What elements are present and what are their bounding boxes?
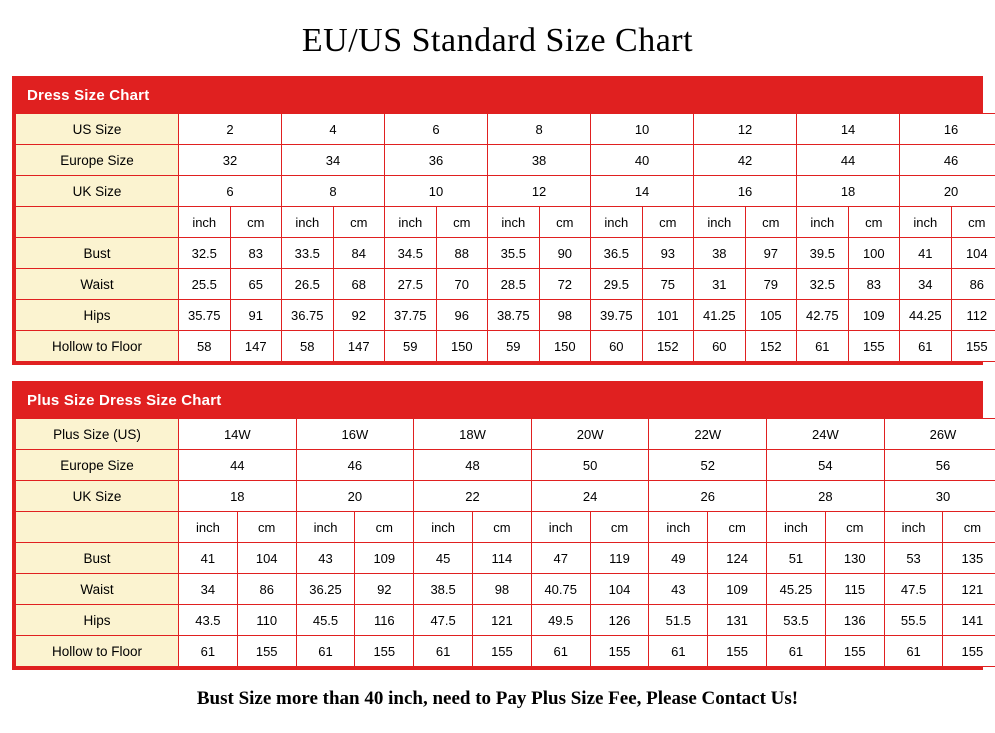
cell: 155 bbox=[951, 331, 995, 362]
cell: 18W bbox=[414, 419, 532, 450]
cell: 131 bbox=[708, 605, 767, 636]
cell: 105 bbox=[745, 300, 797, 331]
cell: 28.5 bbox=[488, 269, 540, 300]
cell: 152 bbox=[745, 331, 797, 362]
cell: cm bbox=[745, 207, 797, 238]
row-label-units bbox=[16, 207, 179, 238]
cell: 46 bbox=[296, 450, 414, 481]
cell: 40.75 bbox=[531, 574, 590, 605]
cell: 37.75 bbox=[385, 300, 437, 331]
table-row-bust bbox=[16, 238, 995, 269]
cell: 47.5 bbox=[884, 574, 943, 605]
cell: cm bbox=[230, 207, 282, 238]
cell: 60 bbox=[591, 331, 643, 362]
plus-size-dress-chart bbox=[12, 381, 983, 670]
row-label-waist: Waist bbox=[16, 574, 179, 605]
cell: 43.5 bbox=[179, 605, 238, 636]
cell: inch bbox=[900, 207, 952, 238]
cell: inch bbox=[649, 512, 708, 543]
cell: inch bbox=[179, 207, 231, 238]
cell: 121 bbox=[473, 605, 532, 636]
cell: 110 bbox=[237, 605, 296, 636]
cell: 141 bbox=[943, 605, 995, 636]
table-row-units bbox=[16, 512, 995, 543]
cell: 6 bbox=[385, 114, 488, 145]
cell: 58 bbox=[179, 331, 231, 362]
cell: 8 bbox=[282, 176, 385, 207]
cell: 25.5 bbox=[179, 269, 231, 300]
cell: inch bbox=[385, 207, 437, 238]
table-row-us-size bbox=[16, 114, 995, 145]
table-row-hollow-to-floor bbox=[16, 331, 995, 362]
cell: 56 bbox=[884, 450, 995, 481]
cell: 135 bbox=[943, 543, 995, 574]
row-label-waist: Waist bbox=[16, 269, 179, 300]
cell: 61 bbox=[296, 636, 355, 667]
cell: 104 bbox=[590, 574, 649, 605]
cell: cm bbox=[237, 512, 296, 543]
cell: 22W bbox=[649, 419, 767, 450]
cell: 14W bbox=[179, 419, 297, 450]
cell: 88 bbox=[436, 238, 488, 269]
cell: 61 bbox=[531, 636, 590, 667]
cell: 83 bbox=[848, 269, 900, 300]
cell: 52 bbox=[649, 450, 767, 481]
cell: 92 bbox=[355, 574, 414, 605]
cell: 83 bbox=[230, 238, 282, 269]
cell: inch bbox=[179, 512, 238, 543]
cell: 155 bbox=[825, 636, 884, 667]
cell: 26.5 bbox=[282, 269, 334, 300]
cell: 30 bbox=[884, 481, 995, 512]
row-label-bust: Bust bbox=[16, 543, 179, 574]
table-row-hollow-to-floor bbox=[16, 636, 995, 667]
table-row-europe-size bbox=[16, 145, 995, 176]
cell: 18 bbox=[797, 176, 900, 207]
cell: 38.5 bbox=[414, 574, 473, 605]
table-row-waist bbox=[16, 574, 995, 605]
cell: 47 bbox=[531, 543, 590, 574]
cell: inch bbox=[767, 512, 826, 543]
footer-note: Bust Size more than 40 inch, need to Pay Plus Size Fee, Please Contact Us! bbox=[196, 688, 799, 709]
cell: 104 bbox=[237, 543, 296, 574]
plus-size-table bbox=[15, 418, 995, 667]
cell: 92 bbox=[333, 300, 385, 331]
cell: 51.5 bbox=[649, 605, 708, 636]
cell: 109 bbox=[848, 300, 900, 331]
cell: 90 bbox=[539, 238, 591, 269]
cell: 20 bbox=[296, 481, 414, 512]
table-row-hips bbox=[16, 605, 995, 636]
row-label-uk-size: UK Size bbox=[16, 176, 179, 207]
cell: 119 bbox=[590, 543, 649, 574]
cell: inch bbox=[282, 207, 334, 238]
cell: 100 bbox=[848, 238, 900, 269]
cell: 60 bbox=[694, 331, 746, 362]
cell: 34.5 bbox=[385, 238, 437, 269]
row-label-europe-size: Europe Size bbox=[16, 450, 179, 481]
cell: 51 bbox=[767, 543, 826, 574]
row-label-hips: Hips bbox=[16, 300, 179, 331]
cell: 16 bbox=[694, 176, 797, 207]
cell: 34 bbox=[179, 574, 238, 605]
cell: 32.5 bbox=[179, 238, 231, 269]
cell: cm bbox=[642, 207, 694, 238]
cell: 86 bbox=[237, 574, 296, 605]
cell: 114 bbox=[473, 543, 532, 574]
cell: cm bbox=[848, 207, 900, 238]
cell: cm bbox=[333, 207, 385, 238]
cell: 147 bbox=[230, 331, 282, 362]
cell: 40 bbox=[591, 145, 694, 176]
cell: 86 bbox=[951, 269, 995, 300]
cell: 36.75 bbox=[282, 300, 334, 331]
cell: 150 bbox=[539, 331, 591, 362]
cell: 49.5 bbox=[531, 605, 590, 636]
cell: 155 bbox=[237, 636, 296, 667]
cell: 24 bbox=[531, 481, 649, 512]
cell: inch bbox=[591, 207, 643, 238]
cell: 24W bbox=[767, 419, 885, 450]
cell: 61 bbox=[884, 636, 943, 667]
cell: 84 bbox=[333, 238, 385, 269]
cell: 35.75 bbox=[179, 300, 231, 331]
cell: cm bbox=[943, 512, 995, 543]
page-title: EU/US Standard Size Chart bbox=[301, 22, 694, 59]
cell: cm bbox=[825, 512, 884, 543]
cell: 109 bbox=[708, 574, 767, 605]
cell: 42.75 bbox=[797, 300, 849, 331]
cell: 49 bbox=[649, 543, 708, 574]
row-label-europe-size: Europe Size bbox=[16, 145, 179, 176]
row-label-hips: Hips bbox=[16, 605, 179, 636]
cell: inch bbox=[694, 207, 746, 238]
cell: 29.5 bbox=[591, 269, 643, 300]
cell: 14 bbox=[591, 176, 694, 207]
cell: 26W bbox=[884, 419, 995, 450]
cell: 2 bbox=[179, 114, 282, 145]
cell: 46 bbox=[900, 145, 995, 176]
cell: 12 bbox=[694, 114, 797, 145]
cell: cm bbox=[473, 512, 532, 543]
cell: 155 bbox=[848, 331, 900, 362]
cell: 43 bbox=[649, 574, 708, 605]
cell: 124 bbox=[708, 543, 767, 574]
cell: 61 bbox=[649, 636, 708, 667]
table-row-bust bbox=[16, 543, 995, 574]
cell: 8 bbox=[488, 114, 591, 145]
cell: 61 bbox=[767, 636, 826, 667]
cell: 32 bbox=[179, 145, 282, 176]
cell: 16 bbox=[900, 114, 995, 145]
cell: 36.25 bbox=[296, 574, 355, 605]
cell: cm bbox=[590, 512, 649, 543]
cell: 10 bbox=[591, 114, 694, 145]
cell: 152 bbox=[642, 331, 694, 362]
cell: 39.75 bbox=[591, 300, 643, 331]
row-label-uk-size: UK Size bbox=[16, 481, 179, 512]
cell: 98 bbox=[539, 300, 591, 331]
cell: 109 bbox=[355, 543, 414, 574]
cell: 112 bbox=[951, 300, 995, 331]
cell: 47.5 bbox=[414, 605, 473, 636]
table-row-hips bbox=[16, 300, 995, 331]
cell: 22 bbox=[414, 481, 532, 512]
cell: 61 bbox=[797, 331, 849, 362]
table-row-units bbox=[16, 207, 995, 238]
cell: 45 bbox=[414, 543, 473, 574]
cell: inch bbox=[531, 512, 590, 543]
table-row-plus-size bbox=[16, 419, 995, 450]
cell: 14 bbox=[797, 114, 900, 145]
cell: 155 bbox=[355, 636, 414, 667]
cell: 45.25 bbox=[767, 574, 826, 605]
cell: 61 bbox=[179, 636, 238, 667]
cell: 115 bbox=[825, 574, 884, 605]
row-label-us-size: US Size bbox=[16, 114, 179, 145]
cell: 10 bbox=[385, 176, 488, 207]
dress-size-table bbox=[15, 113, 995, 362]
cell: 79 bbox=[745, 269, 797, 300]
cell: inch bbox=[884, 512, 943, 543]
cell: 75 bbox=[642, 269, 694, 300]
cell: 34 bbox=[900, 269, 952, 300]
cell: 42 bbox=[694, 145, 797, 176]
cell: 43 bbox=[296, 543, 355, 574]
cell: 32.5 bbox=[797, 269, 849, 300]
cell: 96 bbox=[436, 300, 488, 331]
row-label-hollow-to-floor: Hollow to Floor bbox=[16, 636, 179, 667]
cell: 155 bbox=[590, 636, 649, 667]
cell: 59 bbox=[385, 331, 437, 362]
cell: cm bbox=[436, 207, 488, 238]
cell: 41.25 bbox=[694, 300, 746, 331]
cell: 45.5 bbox=[296, 605, 355, 636]
cell: 54 bbox=[767, 450, 885, 481]
cell: 53.5 bbox=[767, 605, 826, 636]
row-label-hollow-to-floor: Hollow to Floor bbox=[16, 331, 179, 362]
cell: 33.5 bbox=[282, 238, 334, 269]
cell: 36.5 bbox=[591, 238, 643, 269]
row-label-bust: Bust bbox=[16, 238, 179, 269]
cell: 41 bbox=[900, 238, 952, 269]
cell: 58 bbox=[282, 331, 334, 362]
dress-size-chart bbox=[12, 76, 988, 365]
cell: 70 bbox=[436, 269, 488, 300]
cell: 68 bbox=[333, 269, 385, 300]
cell: inch bbox=[414, 512, 473, 543]
cell: 28 bbox=[767, 481, 885, 512]
cell: inch bbox=[488, 207, 540, 238]
table-row-uk-size bbox=[16, 481, 995, 512]
cell: 126 bbox=[590, 605, 649, 636]
cell: 31 bbox=[694, 269, 746, 300]
cell: 36 bbox=[385, 145, 488, 176]
cell: 121 bbox=[943, 574, 995, 605]
cell: 20 bbox=[900, 176, 995, 207]
cell: 104 bbox=[951, 238, 995, 269]
cell: 55.5 bbox=[884, 605, 943, 636]
cell: 39.5 bbox=[797, 238, 849, 269]
cell: 65 bbox=[230, 269, 282, 300]
cell: 155 bbox=[473, 636, 532, 667]
cell: 116 bbox=[355, 605, 414, 636]
cell: 155 bbox=[943, 636, 995, 667]
cell: 38.75 bbox=[488, 300, 540, 331]
cell: 59 bbox=[488, 331, 540, 362]
cell: cm bbox=[708, 512, 767, 543]
cell: 98 bbox=[473, 574, 532, 605]
cell: cm bbox=[951, 207, 995, 238]
cell: 136 bbox=[825, 605, 884, 636]
cell: 34 bbox=[282, 145, 385, 176]
cell: 38 bbox=[488, 145, 591, 176]
plus-size-chart-header: Plus Size Dress Size Chart bbox=[15, 384, 980, 418]
cell: 61 bbox=[900, 331, 952, 362]
row-label-plus-size: Plus Size (US) bbox=[16, 419, 179, 450]
row-label-units bbox=[16, 512, 179, 543]
cell: cm bbox=[355, 512, 414, 543]
cell: 130 bbox=[825, 543, 884, 574]
cell: 27.5 bbox=[385, 269, 437, 300]
cell: 12 bbox=[488, 176, 591, 207]
cell: 41 bbox=[179, 543, 238, 574]
cell: 147 bbox=[333, 331, 385, 362]
cell: inch bbox=[797, 207, 849, 238]
cell: 16W bbox=[296, 419, 414, 450]
table-row-uk-size bbox=[16, 176, 995, 207]
cell: 155 bbox=[708, 636, 767, 667]
cell: 97 bbox=[745, 238, 797, 269]
cell: 18 bbox=[179, 481, 297, 512]
cell: 150 bbox=[436, 331, 488, 362]
cell: 93 bbox=[642, 238, 694, 269]
table-row-waist bbox=[16, 269, 995, 300]
table-row-europe-size bbox=[16, 450, 995, 481]
cell: 48 bbox=[414, 450, 532, 481]
cell: 91 bbox=[230, 300, 282, 331]
cell: 44.25 bbox=[900, 300, 952, 331]
cell: 50 bbox=[531, 450, 649, 481]
cell: 44 bbox=[179, 450, 297, 481]
cell: 44 bbox=[797, 145, 900, 176]
cell: 38 bbox=[694, 238, 746, 269]
cell: cm bbox=[539, 207, 591, 238]
cell: 4 bbox=[282, 114, 385, 145]
cell: 53 bbox=[884, 543, 943, 574]
dress-size-chart-header: Dress Size Chart bbox=[15, 79, 980, 113]
cell: 72 bbox=[539, 269, 591, 300]
cell: inch bbox=[296, 512, 355, 543]
cell: 101 bbox=[642, 300, 694, 331]
cell: 61 bbox=[414, 636, 473, 667]
cell: 20W bbox=[531, 419, 649, 450]
cell: 35.5 bbox=[488, 238, 540, 269]
cell: 26 bbox=[649, 481, 767, 512]
cell: 6 bbox=[179, 176, 282, 207]
